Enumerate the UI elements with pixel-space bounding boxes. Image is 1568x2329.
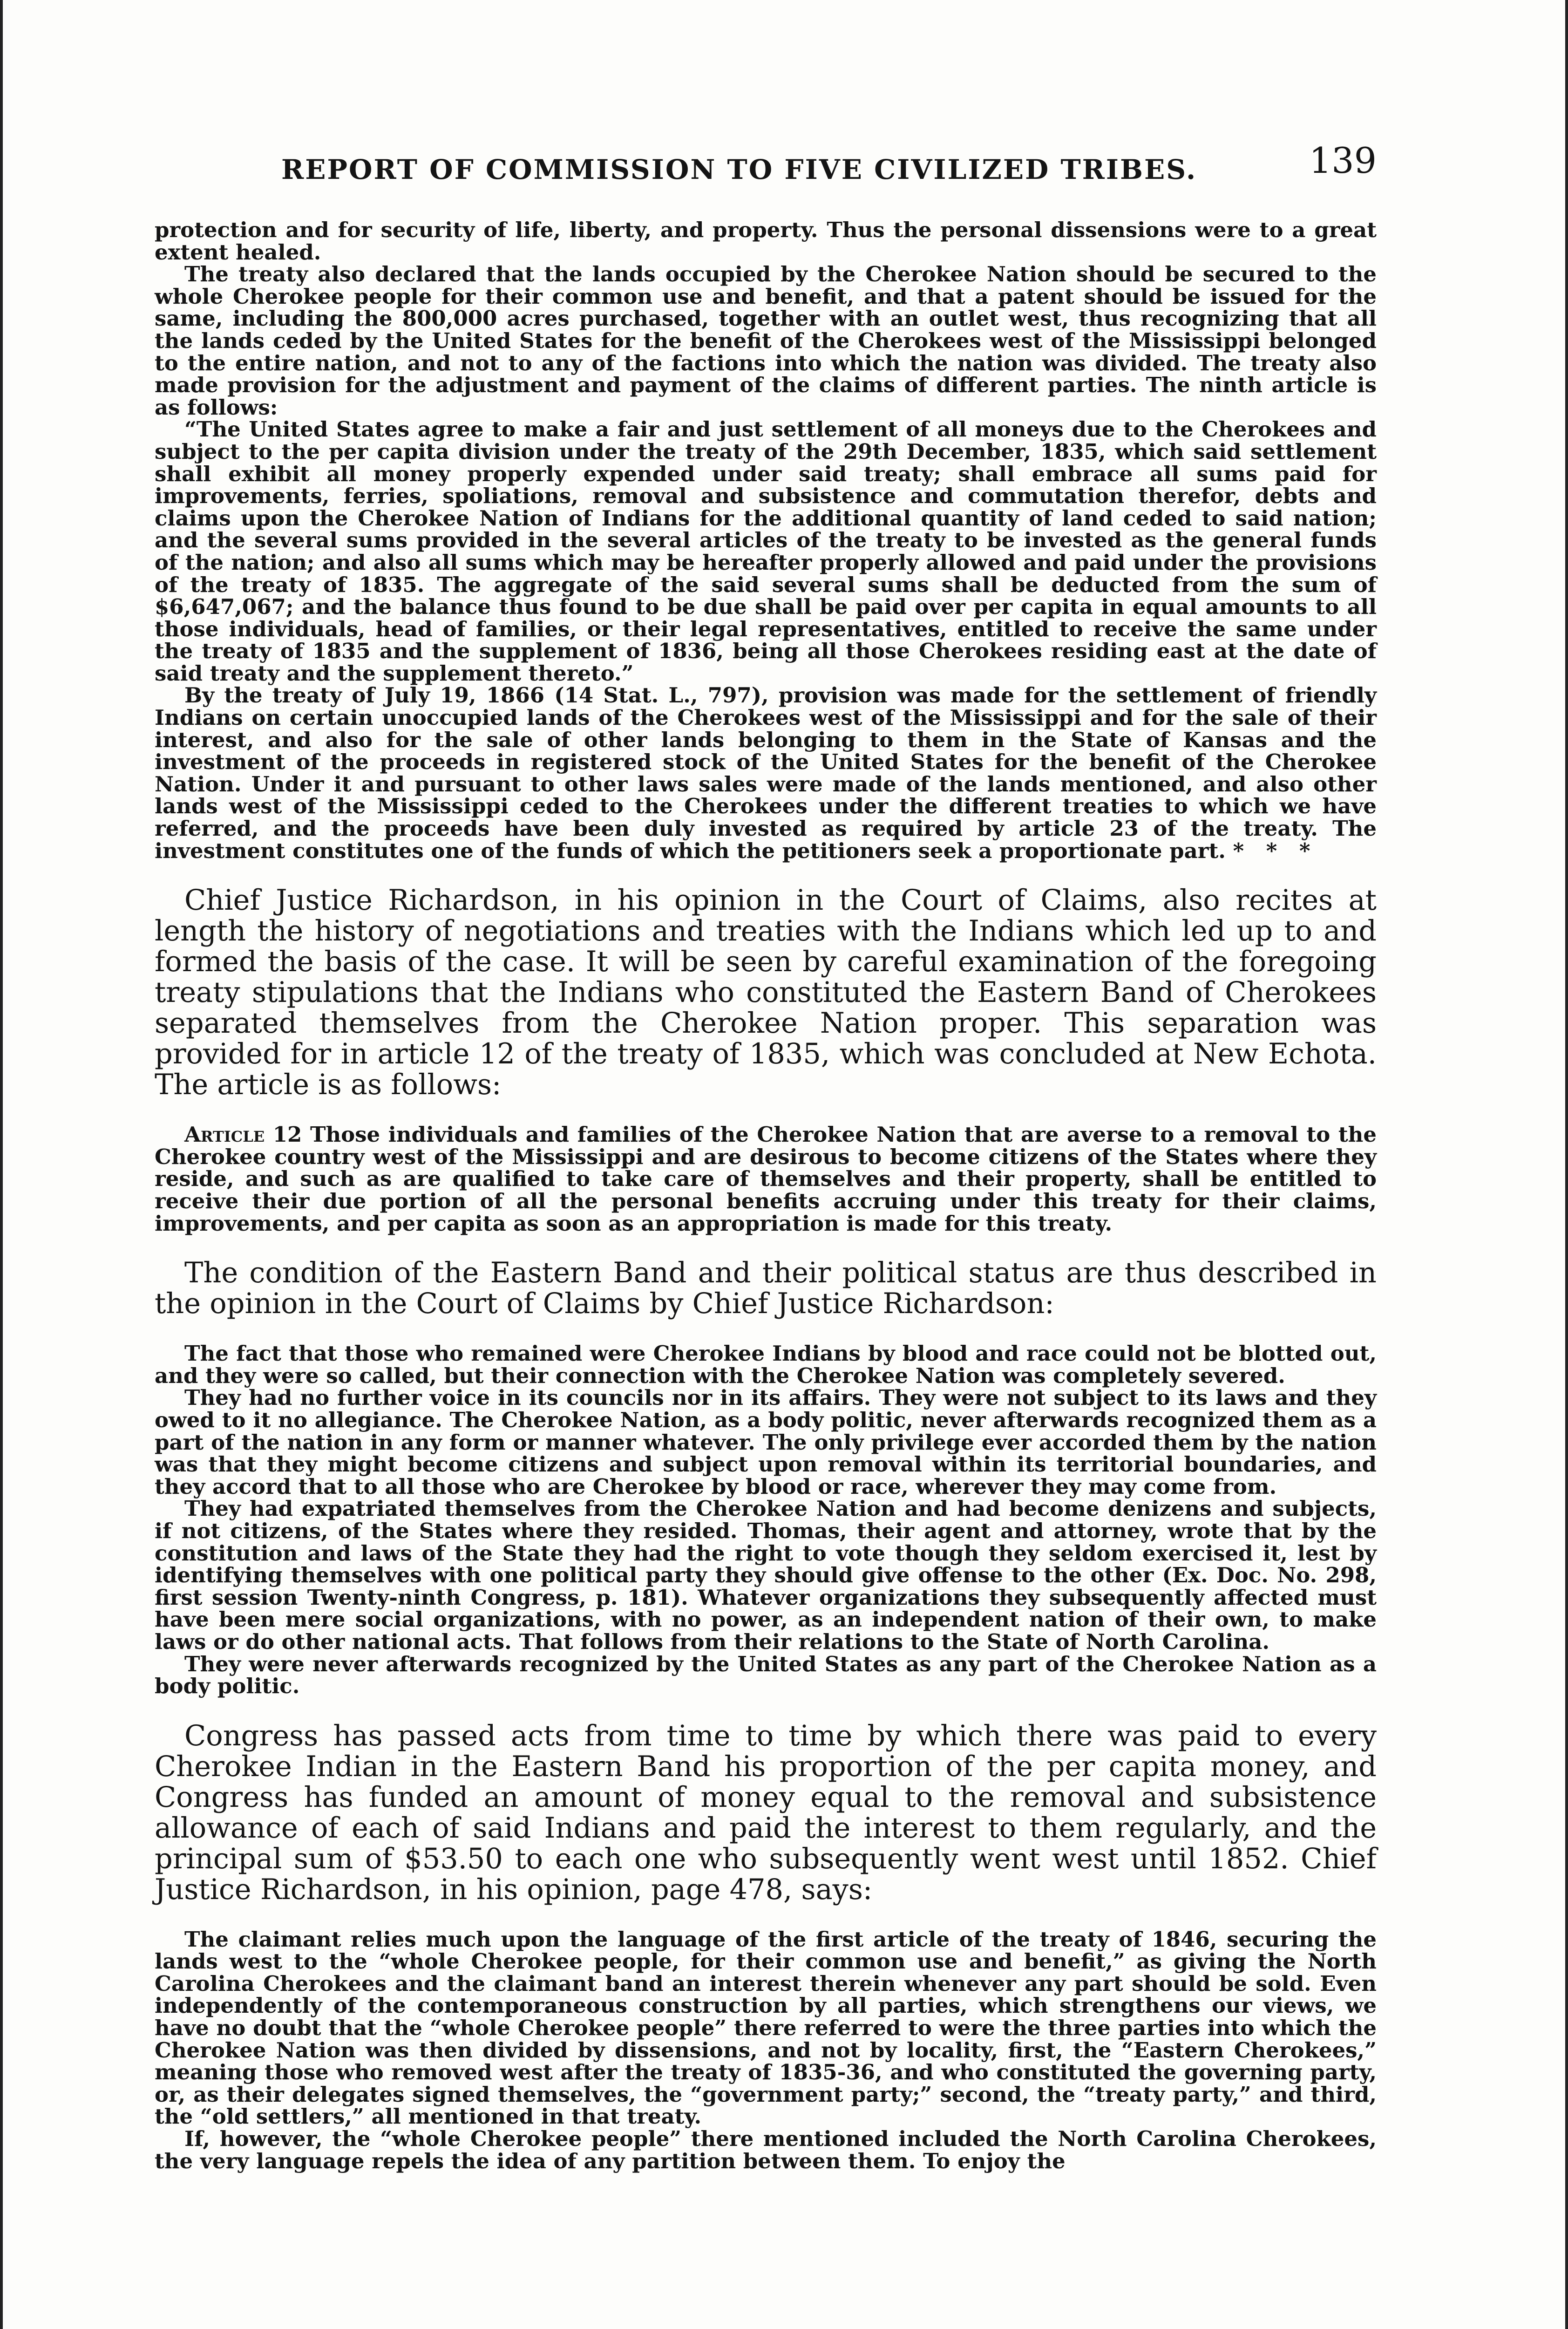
paragraph-article-12 [155,1124,1377,1234]
paragraph-eastern-band-condition: The condition of the Eastern Band and their political status are thus described in the opinion in the Court of Claims by Chief Justice Richardson: [155,1257,1377,1321]
paragraph-ninth-article-quote: “The United States agree to make a fair and just settlement of all moneys due to the Cherokees and subject to the per capita division under the treaty of the 29th December, 1835, which said settlement shall exhibit all money properly expended under said treaty; shall embrace all sums paid for improvements, ferries, spoliations, removal and subsistence and commutation therefor, debts and claims upon the Cherokee Nation of Indians for the additional quantity of land ceded to said nation; and the several sums provided in the several articles of the treaty to be invested as the general funds of the nation; and also all sums which may be hereafter properly allowed and paid under the provisions of the treaty of 1835. The aggregate of the said several sums shall be deducted from the sum of $6,647,067; and the balance thus found to be due shall be paid over per capita in equal amounts to all those individuals, head of families, or their legal representatives, entitled to receive the same under the treaty of 1835 and the supplement of 1836, being all those Cherokees residing east at the date of said treaty and the supplement thereto.” [155,417,1377,686]
paragraph-congress-acts: Congress has passed acts from time to time by which there was paid to every Cherokee Indian in the Eastern Band his proportion of the per capita money, and Congress has funded an amount of money equal to the removal and subsistence allowance of each of said Indians and paid the interest to them regularly, and the principal sum of $53.50 to each one who subsequently went west until 1852. Chief Justice Richardson, in his opinion, page 478, says: [155,1719,1377,1906]
paragraph-treaty-1866-text: By the treaty of July 19, 1866 (14 Stat. L., 797), provision was made for the settlement of friendly Indians on certain unoccupied lands of the Cherokees west of the Mississippi and for the sale of their interest, and also for the sale of other lands belonging to them in the State of Kansas and the investment of the proceeds in registered stock of the United States for the benefit of the Cherokee Nation. Under it and pursuant to other laws sales were made of the lands mentioned, and also other lands west of the Mississippi ceded to the Cherokees under the different treaties to which we have referred, and the proceeds have been duly invested as required by article 23 of the treaty. The investment constitutes one of the funds of which the petitioners seek a proportionate part. [155,683,1377,863]
paragraph-expatriated: They had expatriated themselves from the Cherokee Nation and had become denizens and subjects, if not citizens, of the States where they resided. Thomas, their agent and attorney, wrote that by the constitution and laws of the State they had the right to vote though they seldom exercised it, lest by identifying themselves with one political party they should give offense to the other (Ex. Doc. No. 298, first session Twenty-ninth Congress, p. 181). Whatever organizations they subsequently affected must have been mere social organizations, with no power, as an independent nation of their own, to make laws or do other national acts. That follows from their relations to the State of North Carolina. [155,1496,1377,1654]
paragraph-continuation: protection and for security of life, liberty, and property. Thus the personal dissensions were to a great extent healed. [155,218,1377,265]
paragraph-blood-and-race: The fact that those who remained were Cherokee Indians by blood and race could not be blotted out, and they were so called, but their connection with the Cherokee Nation was completely severed. [155,1341,1377,1388]
paragraph-no-further-voice: They had no further voice in its councils nor in its affairs. They were not subject to its laws and they owed to it no allegiance. The Cherokee Nation, as a body politic, never afterwards recognized them as a part of the nation in any form or manner whatever. The only privilege ever accorded them by the nation was that they might become citizens and subject upon removal within its territorial boundaries, and they accord that to all those who are Cherokee by blood or race, wherever they may come from. [155,1385,1377,1499]
running-title: REPORT OF COMMISSION TO FIVE CIVILIZED TRIBES. [281,154,1197,185]
paragraph-richardson-opinion: Chief Justice Richardson, in his opinion in the Court of Claims, also recites at length the history of negotiations and treaties with the Indians which led up to and formed the basis of the case. It will be seen by careful examination of the foregoing treaty stipulations that the Indians who constituted the Eastern Band of Cherokees separated themselves from the Cherokee Nation proper. This separation was provided for in article 12 of the treaty of 1835, which was concluded at New Echota. The article is as follows: [155,884,1377,1102]
article-12-text: Those individuals and families of the Cherokee Nation that are averse to a removal to the Cherokee country west of the Mississippi and are desirous to become citizens of the States where they reside, and such as are qualified to take care of themselves and their property, shall be entitled to receive their due portion of all the personal benefits accruing under this treaty for their claims, improvements, and per capita as soon as an appropriation is made for this treaty. [155,1122,1377,1236]
paragraph-whole-cherokee-people: If, however, the “whole Cherokee people” there mentioned included the North Carolina Cherokees, the very language repels the idea of any partition between them. To enjoy the [155,2126,1377,2173]
text-column [155,140,1377,2172]
ellipsis-stars: * * * [1233,838,1318,863]
article-12-label: Article 12 [184,1122,302,1147]
paragraph-treaty-1866 [155,684,1377,862]
paragraph-treaty-declaration: The treaty also declared that the lands occupied by the Cherokee Nation should be secured to the whole Cherokee people for their common use and benefit, and that a patent should be issued for the same, including the 800,000 acres purchased, together with an outlet west, thus recognizing that all the lands ceded by the United States for the benefit of the Cherokees west of the Mississippi belonged to the entire nation, and not to any of the factions into which the nation was divided. The treaty also made provision for the adjustment and payment of the claims of different parties. The ninth article is as follows: [155,262,1377,420]
paragraph-claimant-relies: The claimant relies much upon the language of the first article of the treaty of 1846, securing the lands west to the “whole Cherokee people, for their common use and benefit,” as giving the North Carolina Cherokees and the claimant band an interest therein whenever any part should be sold. Even independently of the contemporaneous construction by all parties, which strengthens our views, we have no doubt that the “whole Cherokee people” there referred to were the three parties into which the Cherokee Nation was then divided by dissensions, and not by locality, first, the “Eastern Cherokees,” meaning those who removed west after the treaty of 1835-36, and who constituted the governing party, or, as their delegates signed themselves, the “government party;” second, the “treaty party,” and third, the “old settlers,” all mentioned in that treaty. [155,1927,1377,2129]
paragraph-never-recognized: They were never afterwards recognized by the United States as any part of the Cherokee Nation as a body politic. [155,1651,1377,1699]
running-header [155,140,1377,191]
page-number: 139 [1309,140,1377,181]
